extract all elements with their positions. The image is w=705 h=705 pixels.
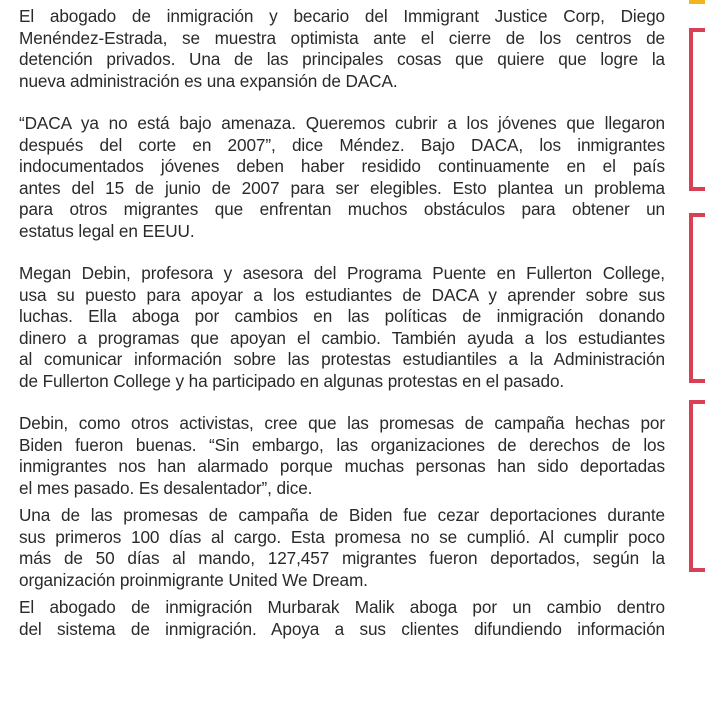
sidebar-top-accent xyxy=(689,0,705,4)
text-line: Debin, como otros activistas, cree que las promesas de campaña hechas por xyxy=(19,413,665,433)
article-body xyxy=(19,6,665,646)
text-line: el mes pasado. Es desalentador”, dice. xyxy=(19,477,313,498)
text-line: más de 50 días al mando, 127,457 migrantes fueron deportados, según la xyxy=(19,548,665,568)
text-line: para otros migrantes que enfrentan muchos obstáculos para obtener un xyxy=(19,199,665,219)
text-line: del sistema de inmigración. Apoya a sus clientes difundiendo información xyxy=(19,618,665,639)
text-line: Menéndez-Estrada, se muestra optimista ante el cierre de los centros de xyxy=(19,27,665,48)
text-line: indocumentados jóvenes deben haber residido continuamente en el país xyxy=(19,156,665,176)
paragraph-5 xyxy=(19,505,665,591)
text-line: dinero a programas que apoyan el cambio. También ayuda a los estudiantes xyxy=(19,327,665,348)
text-line: sus primeros 100 días al cargo. Esta promesa no se cumplió. Al cumplir poco xyxy=(19,526,665,547)
text-line: Una de las promesas de campaña de Biden fue cezar deportaciones durante xyxy=(19,505,665,525)
text-line: “DACA ya no está bajo amenaza. Queremos cubrir a los jóvenes que llegaron xyxy=(19,113,665,133)
text-line: antes del 15 de junio de 2007 para ser elegibles. Esto plantea un problema xyxy=(19,177,665,198)
text-line: luchas. Ella aboga por cambios en las políticas de inmigración donando xyxy=(19,306,665,326)
text-line: al comunicar información sobre las protestas estudiantiles a la Administración xyxy=(19,349,665,369)
sidebar-frame-2 xyxy=(689,213,705,383)
text-line: Biden fueron buenas. “Sin embargo, las organizaciones de derechos de los xyxy=(19,434,665,455)
text-line: de Fullerton College y ha participado en algunas protestas en el pasado. xyxy=(19,370,565,391)
paragraph-6 xyxy=(19,597,665,640)
sidebar-frame-3 xyxy=(689,400,705,572)
text-line: inmigrantes nos han alarmado porque muchas personas han sido deportadas xyxy=(19,456,665,476)
text-line: organización proinmigrante United We Dream. xyxy=(19,569,368,590)
sidebar-frame-1 xyxy=(689,28,705,191)
text-line: El abogado de inmigración y becario del Immigrant Justice Corp, Diego xyxy=(19,6,665,26)
paragraph-3 xyxy=(19,263,665,392)
text-line: nueva administración es una expansión de DACA. xyxy=(19,70,398,91)
paragraph-1 xyxy=(19,6,665,92)
text-line: usa su puesto para apoyar a los estudiantes de DACA y aprender sobre sus xyxy=(19,284,665,305)
text-line: El abogado de inmigración Murbarak Malik aboga por un cambio dentro xyxy=(19,597,665,617)
text-line: Megan Debin, profesora y asesora del Programa Puente en Fullerton College, xyxy=(19,263,665,283)
text-line: después del corte en 2007”, dice Méndez. Bajo DACA, los inmigrantes xyxy=(19,134,665,155)
paragraph-2 xyxy=(19,113,665,242)
paragraph-4 xyxy=(19,413,665,499)
text-line: estatus legal en EEUU. xyxy=(19,220,195,241)
text-line: detención privados. Una de las principales cosas que quiere que logre la xyxy=(19,49,665,69)
